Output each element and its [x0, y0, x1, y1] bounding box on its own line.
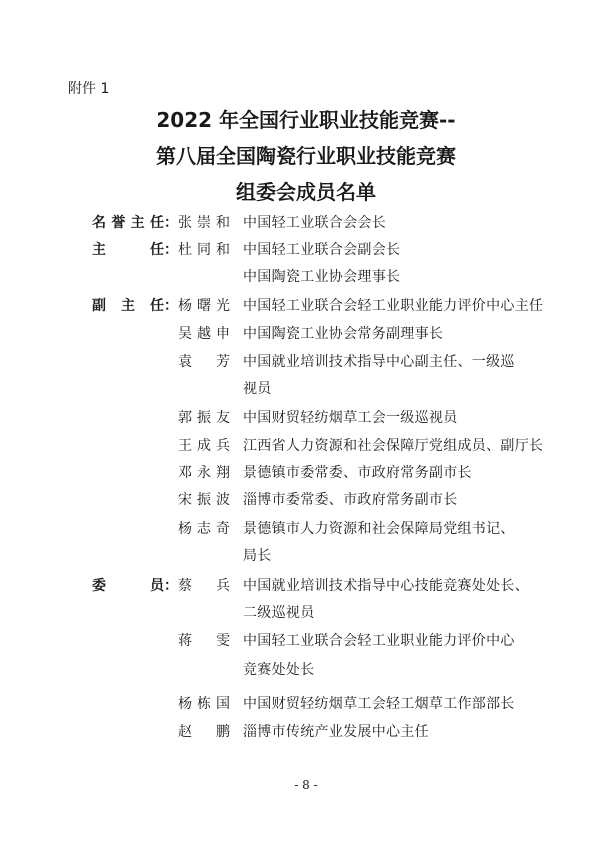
member-title: 局长 — [243, 548, 272, 564]
member-title: 中国轻工业联合会会长 — [243, 215, 386, 231]
member-title: 二级巡视员 — [243, 605, 315, 621]
page-number: - 8 - — [294, 778, 318, 792]
attachment-label: 附件 1 — [68, 81, 110, 97]
member-role: 主任 — [92, 242, 164, 258]
member-name: 宋振波 — [178, 492, 230, 508]
member-name: 袁芳 — [178, 354, 230, 370]
member-title: 中国陶瓷工业协会理事长 — [243, 269, 401, 285]
member-name: 王成兵 — [178, 438, 230, 454]
member-title: 中国陶瓷工业协会常务副理事长 — [243, 326, 444, 342]
member-name: 杨曙光 — [178, 298, 230, 314]
member-name: 杨志奇 — [178, 521, 230, 537]
member-name: 蒋雯 — [178, 633, 230, 649]
member-title: 竞赛处处长 — [243, 662, 315, 678]
member-title: 景德镇市人力资源和社会保障局党组书记、 — [243, 521, 515, 537]
member-title: 中国就业培训技术指导中心副主任、一级巡 — [243, 354, 515, 370]
role-colon: ： — [164, 242, 178, 258]
member-title: 中国轻工业联合会轻工业职业能力评价中心 — [243, 633, 515, 649]
member-name: 邓永翔 — [178, 465, 230, 481]
member-role: 委员 — [92, 578, 164, 594]
title-line-1: 2022 年全国行业职业技能竞赛-- — [156, 108, 456, 132]
member-name: 郭振友 — [178, 410, 230, 426]
member-role: 副主任 — [92, 298, 164, 314]
member-name: 杜同和 — [178, 242, 230, 258]
member-title: 视员 — [243, 381, 272, 397]
member-title: 中国就业培训技术指导中心技能竞赛处处长、 — [243, 578, 529, 594]
title-line-2: 第八届全国陶瓷行业职业技能竞赛 — [156, 144, 456, 168]
member-title: 中国轻工业联合会副会长 — [243, 242, 401, 258]
member-title: 中国轻工业联合会轻工业职业能力评价中心主任 — [243, 298, 544, 314]
member-title: 中国财贸轻纺烟草工会一级巡视员 — [243, 410, 458, 426]
member-name: 张崇和 — [178, 215, 230, 231]
member-name: 吴越申 — [178, 326, 230, 342]
member-title: 景德镇市委常委、市政府常务副市长 — [243, 465, 472, 481]
title-line-3: 组委会成员名单 — [236, 180, 376, 204]
member-title: 淄博市传统产业发展中心主任 — [243, 724, 429, 740]
role-colon: ： — [164, 578, 178, 594]
member-name: 蔡兵 — [178, 578, 230, 594]
member-title: 中国财贸轻纺烟草工会轻工烟草工作部部长 — [243, 696, 515, 712]
role-colon: ： — [164, 298, 178, 314]
member-title: 淄博市委常委、市政府常务副市长 — [243, 492, 458, 508]
role-colon: ： — [164, 215, 178, 231]
member-name: 杨栋国 — [178, 696, 230, 712]
member-role: 名誉主任 — [92, 215, 164, 231]
member-name: 赵鹏 — [178, 724, 230, 740]
member-title: 江西省人力资源和社会保障厅党组成员、副厅长 — [243, 438, 544, 454]
